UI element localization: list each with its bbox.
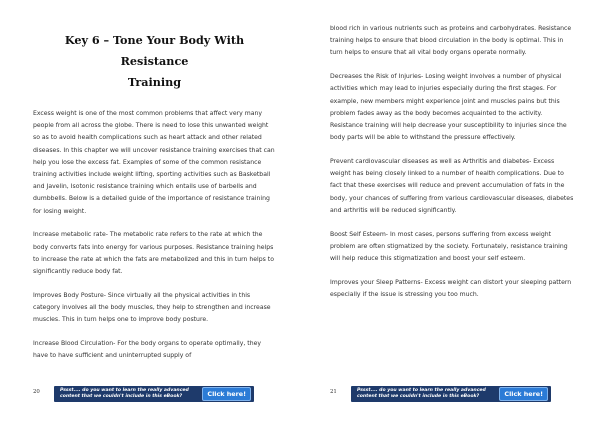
chapter-title — [33, 30, 276, 93]
paragraph-self-esteem: Boost Self Esteem- In most cases, persons suffering from excess weight problem are often stigmatized by the society. Fortunately, resistance training will help reduce this stigmatization and boost your self esteem. — [330, 230, 568, 263]
paragraph-blood-circulation-cont: blood rich in various nutrients such as proteins and carbohydrates. Resistance training helps to ensure that blood circulation in the body is optimal. This in turn helps to ensure that all vital body organs operate normally. — [330, 25, 572, 57]
paragraph-blood-circulation: Increase Blood Circulation- For the body organs to operate optimally, they have to have sufficient and uninterrupted supply of — [33, 340, 262, 360]
page-number: 20 — [33, 389, 40, 395]
promo-banner[interactable] — [351, 386, 551, 402]
paragraph-injuries: Decreases the Risk of Injuries- Losing weight involves a number of physical activities which may lead to injuries especially during the first stages. For example, new members might experience joint and muscles pains but this problem fades away as the body becomes acquainted to the activity. Resistance training will help decrease your susceptibility to injuries since the body parts will be able to withstand the pressure effectively. — [330, 73, 567, 142]
paragraph-body-posture: Improves Body Posture- Since virtually all the physical activities in this category involves all the body muscles, they help to strengthen and increase muscles. This in turn helps one to improve body posture. — [33, 291, 271, 324]
paragraph-intro: Excess weight is one of the most common problems that affect very many people from all across the globe. There is need to lose this unwanted weight so as to avoid health complications such as heart attack and other related diseases. In this chapter we will uncover resistance training exercises that can help you lose the excess fat. Examples of some of the common resistance training activities include weight lifting, sporting activities such as Basketball and Javelin, Isotonic resistance training which entails use of barbells and dumbbells. Below is a detailed guide of the importance of resistance training for losing weight. — [33, 110, 275, 215]
chapter-title-line-1: Key 6 – Tone Your Body With Resistance — [64, 33, 245, 68]
paragraph-metabolic-rate: Increase metabolic rate- The metabolic rate refers to the rate at which the body converts fats into energy for various purposes. Resistance training helps to increase the rate at which the fats are metabolized and this in turn helps to significantly reduce body fat. — [33, 231, 274, 276]
promo-banner-text: Pssst.... do you want to learn the really advanced content that we couldn't include in this eBook? — [357, 388, 486, 399]
right-page-footer — [330, 386, 580, 402]
chapter-title-line-2: Training — [127, 75, 182, 89]
right-page — [300, 0, 600, 424]
click-here-button[interactable]: Click here! — [499, 387, 548, 401]
page-number: 21 — [330, 389, 337, 395]
left-page-footer — [33, 386, 278, 402]
paragraph-sleep-patterns: Improves your Sleep Patterns- Excess weight can distort your sleeping pattern especially if the issue is stressing you too much. — [330, 278, 572, 299]
promo-banner[interactable] — [54, 386, 254, 402]
click-here-button[interactable]: Click here! — [202, 387, 251, 401]
promo-banner-text: Pssst.... do you want to learn the really advanced content that we couldn't include in this eBook? — [60, 388, 189, 399]
paragraph-cardiovascular: Prevent cardiovascular diseases as well as Arthritis and diabetes- Excess weight has being closely linked to a number of health complications. Due to fact that these exercises will reduce and prevent accumulation of fats in the body, your chances of suffering from various cardiovascular diseases, diabetes and arthritis will be reduced significantly. — [330, 158, 574, 214]
